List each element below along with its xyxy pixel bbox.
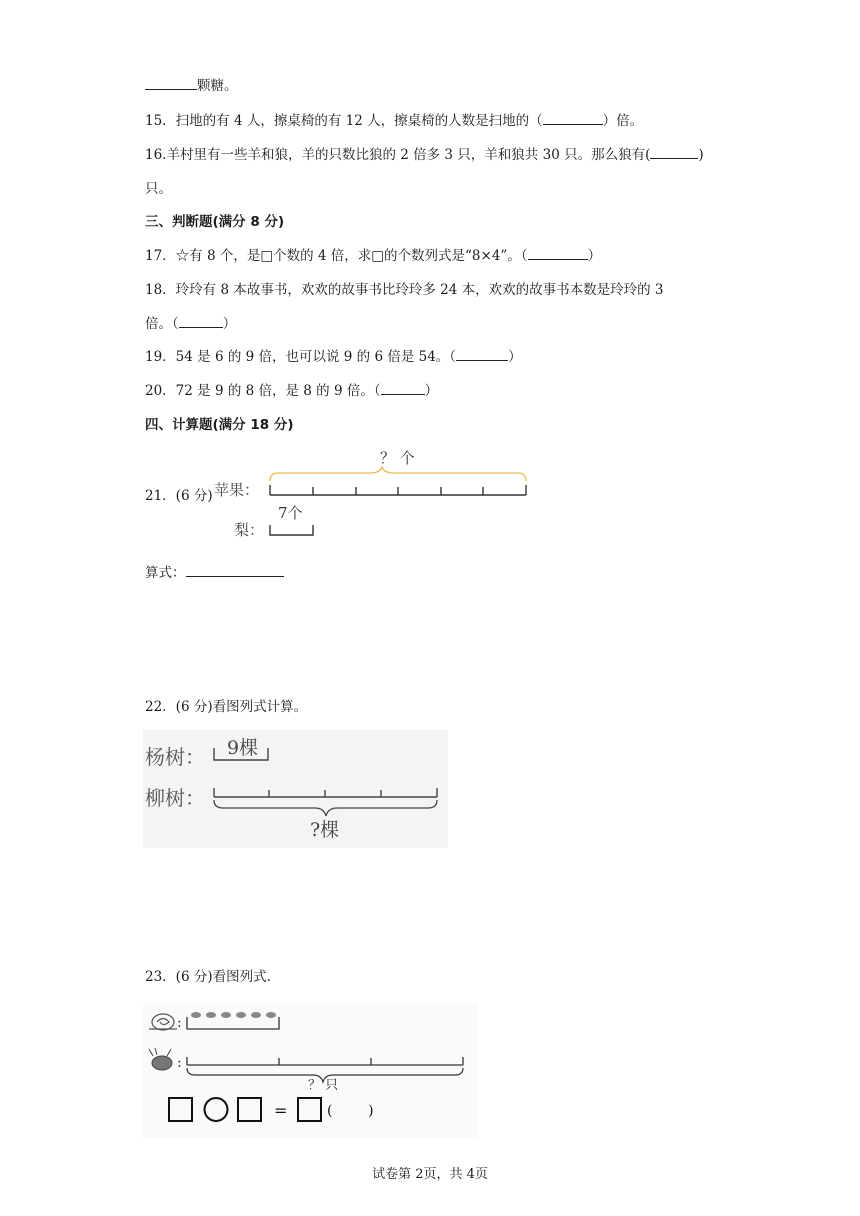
question-23-label: 23．(6 分)看图列式. bbox=[145, 969, 271, 985]
question-19: 19．54 是 6 的 9 倍，也可以说 9 的 6 倍是 54。（ ） bbox=[145, 349, 522, 365]
q22-question-label: ?棵 bbox=[310, 819, 340, 841]
q21-question-label: ？ 个 bbox=[380, 449, 415, 467]
question-18-line2: 倍。（ ） bbox=[145, 316, 237, 332]
q21-pear-label: 梨： bbox=[234, 521, 265, 539]
question-21-label: 21．(6 分) bbox=[145, 488, 213, 504]
question-18: 18．玲玲有 8 本故事书，欢欢的故事书比玲玲多 24 本，欢欢的故事书本数是玲玲的 3 bbox=[145, 282, 664, 298]
question-16-line2: 只。 bbox=[145, 181, 172, 197]
question-20: 20．72 是 9 的 8 倍，是 8 的 9 倍。（ ） bbox=[145, 383, 439, 399]
unit-paren: ( ) bbox=[327, 1103, 374, 1119]
answer-blank[interactable] bbox=[528, 247, 588, 260]
answer-blank[interactable] bbox=[543, 112, 603, 125]
answer-blank[interactable] bbox=[179, 315, 223, 328]
section-3-heading: 三、判断题(满分 8 分) bbox=[145, 214, 285, 230]
question-17: 17．☆有 8 个，是□个数的 4 倍，求□的个数列式是“8×4”。（ ） bbox=[145, 248, 602, 264]
q23-question-label: ？ 只 bbox=[308, 1078, 339, 1093]
answer-blank[interactable] bbox=[456, 348, 508, 361]
q22-poplar-label: 杨树： bbox=[145, 745, 205, 769]
question-22-label: 22．(6 分)看图列式计算。 bbox=[145, 699, 308, 715]
svg-text::: : bbox=[177, 1015, 182, 1031]
q23-line-diagram bbox=[143, 1003, 478, 1138]
q14-tail: 颗糖。 bbox=[145, 74, 238, 94]
q21-formula: 算式： bbox=[145, 561, 284, 581]
formula-blank[interactable] bbox=[186, 564, 284, 577]
q22-willow-label: 柳树： bbox=[145, 786, 205, 810]
q22-line-diagram bbox=[143, 730, 448, 848]
svg-text::: : bbox=[177, 1055, 182, 1071]
question-15: 15．扫地的有 4 人，擦桌椅的有 12 人，擦桌椅的人数是扫地的（ ）倍。 bbox=[145, 113, 644, 129]
q21-pear-value: 7个 bbox=[278, 504, 303, 522]
answer-blank[interactable] bbox=[650, 146, 698, 159]
q22-poplar-value: 9棵 bbox=[227, 737, 259, 759]
q21-line-diagram bbox=[210, 443, 540, 543]
q21-apple-label: 苹果： bbox=[214, 481, 260, 499]
q21-apple-brace bbox=[270, 467, 526, 481]
page-footer: 试卷第 2页，共 4页 bbox=[372, 1167, 488, 1182]
answer-blank[interactable] bbox=[145, 77, 197, 90]
q21-pear-segment bbox=[270, 525, 313, 535]
answer-blank[interactable] bbox=[381, 382, 425, 395]
section-4-heading: 四、计算题(满分 18 分) bbox=[145, 417, 294, 433]
question-16: 16.羊村里有一些羊和狼，羊的只数比狼的 2 倍多 3 只，羊和狼共 30 只。那么狼有( ) bbox=[145, 147, 704, 163]
equals-sign: = bbox=[274, 1101, 288, 1120]
